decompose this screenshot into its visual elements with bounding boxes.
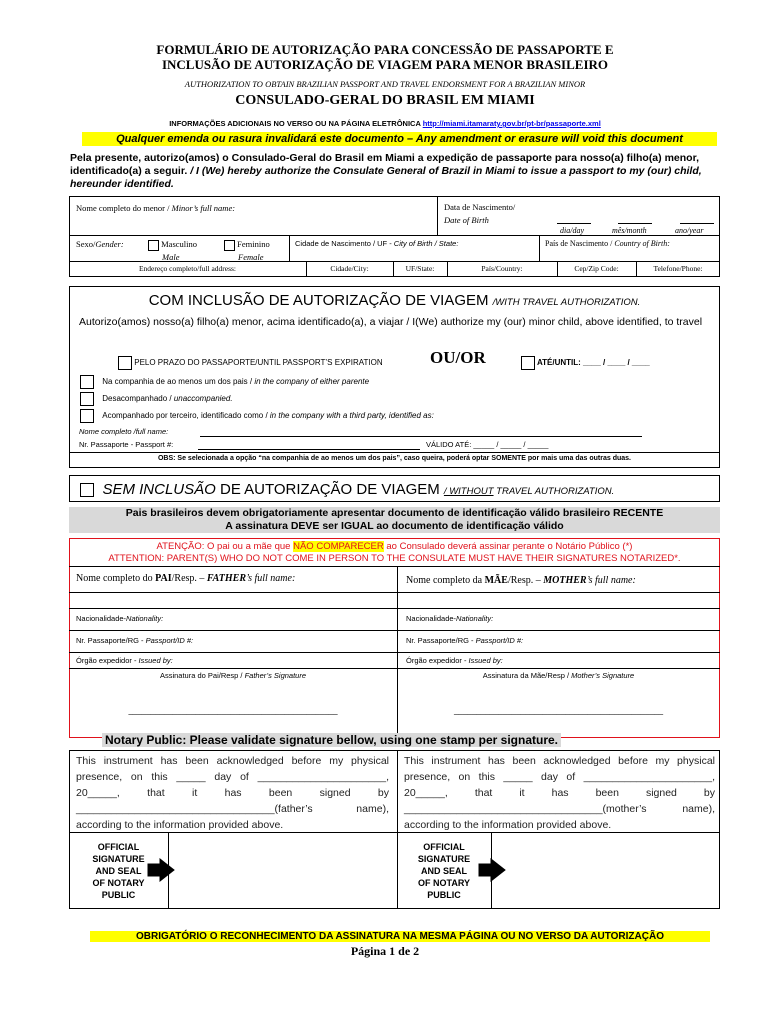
unaccompanied-label: Desacompanhado / [102,394,174,404]
father-name-d: FATHER [206,573,247,584]
passport-expiry-checkbox[interactable] [118,356,132,370]
form-title [0,42,770,72]
mandatory-notice: OBRIGATÓRIO O RECONHECIMENTO DA ASSINATURA NA MESMA PÁGINA OU NO VERSO DA AUTORIZAÇÃO [90,931,710,942]
intro-pt: Pela presente, autorizo(amos) o Consulado-Geral do Brasil em Miami a expedição de passaporte para nosso(a) filho(a) menor, identificado(a) a seguir. [70,152,699,177]
mother-nationality-label [406,614,493,623]
address-label: Endereço completo/full address: [138,264,237,273]
passport-expiry-label: PELO PRAZO DO PASSAPORTE/UNTIL PASSPORT’S EXPIRATION [134,358,383,368]
with-travel-title [69,292,720,310]
zip-label: Cep/Zip Code: [574,264,619,273]
info-line [0,119,770,128]
mother-signature-line[interactable]: _______________________________________________ [453,706,664,715]
without-travel-title-en-underline: / WITHOUT [443,486,494,497]
mother-name-label [406,575,636,586]
unaccompanied-checkbox[interactable] [80,392,94,406]
father-signature-en: Father’s Signature [244,671,307,680]
dob-label [444,201,515,227]
dob-day: dia/day [560,226,584,235]
mother-nationality-en: Nationality: [456,614,494,623]
attention-pt [69,541,720,553]
sex-label-pt: Sexo/ [76,239,96,249]
father-passport-en: Passport/ID #: [145,636,194,645]
father-signature-pt: Assinatura do Pai/Resp / [159,671,245,680]
third-party-name-label: Nome completo /full name: [79,427,169,436]
seal-label-3: AND SEAL [95,866,142,876]
authorize-text: Autorizo(amos) nosso(a) filho(a) menor, acima identificado(a), a viajar / I(We) authorize my (our) minor child, above identified, to travel [79,316,703,328]
father-name-a: Nome completo do [76,573,156,584]
country-label: País/Country: [481,264,523,273]
option-unaccompanied[interactable] [80,392,233,406]
mother-signature-label [397,671,720,680]
mother-passport-en: Passport/ID #: [475,636,524,645]
unaccompanied-label-en: unaccompanied. [173,394,233,404]
mother-issuer-en: Issued by: [468,656,503,665]
page-number: Página 1 de 2 [350,944,420,958]
with-travel-title-pt: COM INCLUSÃO DE AUTORIZAÇÃO DE VIAGEM [148,292,493,309]
third-party-valid-until[interactable]: VÁLIDO ATÉ: _____ / _____ / _____ [426,440,549,449]
sex-label-en: Gender: [95,239,124,249]
third-party-checkbox[interactable] [80,409,94,423]
option-passport-expiry[interactable] [118,356,383,370]
sex-option-female[interactable] [224,238,270,263]
female-checkbox[interactable] [224,240,235,251]
seal-label-1: OFFICIAL [97,842,140,852]
third-party-passport-label: Nr. Passaporte - Passport #: [79,440,174,449]
attention-pt-highlight: NÃO COMPARECER [293,541,384,552]
dob-label-en: Date of Birth [444,215,489,225]
third-party-label-en: in the company with a third party, identified as: [269,411,434,421]
intro-en: / I (We) hereby authorize the Consulate General of Brazil in Miami to issue a passport to my (our) child, hereunder identified. [70,165,702,190]
father-issuer-label [76,656,173,665]
arrow-right-icon [147,858,175,882]
birth-country-label [545,239,670,248]
father-name-b: PAI [155,573,172,584]
attention-pt-2: ao Consulado deverá assinar perante o Notário Público (*) [383,541,633,552]
mother-name-a: Nome completo da [406,575,485,586]
with-travel-title-en: /WITH TRAVEL AUTHORIZATION. [492,297,641,308]
parents-notice-line1: Pais brasileiros devem obrigatoriamente apresentar documento de identificação válido brasileiro RECENTE [125,507,664,519]
father-nationality-pt: Nacionalidade- [76,614,127,623]
state-label: UF/State: [405,264,435,273]
birthplace-label [295,239,458,248]
father-passport-label [76,636,193,645]
intro-paragraph [70,152,730,191]
dob-month: mês/month [612,226,647,235]
notary-seal-label-mother [397,841,491,901]
male-label-en: Male [162,251,180,262]
without-travel-title-rest: DE AUTORIZAÇÃO DE VIAGEM [215,481,444,498]
father-nationality-label [76,614,163,623]
until-date-label: ATÉ/UNTIL: ____ / ____ / ____ [536,358,650,368]
minor-name-label-en: Minor’s full name: [171,203,236,213]
father-name-label [76,573,295,584]
birthplace-label-pt: Cidade de Nascimento / UF - [295,239,394,248]
mother-name-e: ’s full name: [586,575,636,586]
info-text: INFORMAÇÕES ADICIONAIS NO VERSO OU NA PÁGINA ELETRÔNICA [169,119,421,128]
father-signature-line[interactable]: _______________________________________________ [128,706,338,715]
sex-option-male[interactable] [148,238,197,263]
father-name-c: /Resp. – [171,573,207,584]
third-party-passport-input[interactable] [198,449,420,450]
without-travel-title-italic: SEM INCLUSÃO [102,481,216,498]
seal-label-3: AND SEAL [420,866,467,876]
mother-passport-pt: Nr. Passaporte/RG - [406,636,476,645]
seal-label-4: OF NOTARY [418,878,470,888]
mother-passport-label [406,636,523,645]
consulate-name: CONSULADO-GERAL DO BRASIL EM MIAMI [235,93,535,108]
parents-notice-line2: A assinatura DEVE ser IGUAL ao documento de identificação válido [225,520,564,532]
or-label: OU/OR [430,348,486,367]
notary-mother-stamp-area[interactable] [505,835,717,907]
phone-label: Telefone/Phone: [653,264,703,273]
mother-signature-en: Mother’s Signature [571,671,635,680]
form-title-line1: FORMULÁRIO DE AUTORIZAÇÃO PARA CONCESSÃO DE PASSAPORTE E [156,42,614,57]
attention-notice [69,541,720,565]
city-label: Cidade/City: [330,264,369,273]
with-travel-obs: OBS: Se selecionada a opção “na companhia de ao menos um dos pais”, caso queira, poderá optar SOMENTE por mais uma das outras duas. [157,455,631,462]
seal-label-2: SIGNATURE [92,854,145,864]
mother-name-b: MÃE [484,575,508,586]
seal-label-2: SIGNATURE [417,854,471,864]
notary-title: Notary Public: Please validate signature bellow, using one stamp per signature. [102,733,561,747]
option-until-date[interactable] [521,356,650,370]
seal-label-5: PUBLIC [101,890,136,900]
seal-label-1: OFFICIAL [423,842,465,852]
form-title-line2: INCLUSÃO DE AUTORIZAÇÃO DE VIAGEM PARA MENOR BRASILEIRO [161,57,609,72]
father-name-e: ’s full name: [246,573,296,584]
amendment-warning: Qualquer emenda ou rasura invalidará este documento – Any amendment or erasure will void this document [82,132,717,146]
father-issuer-pt: Órgão expedidor - [76,656,139,665]
mother-name-c: /Resp. – [507,575,544,586]
parent-company-label: Na companhia de ao menos um dos pais / [102,377,255,387]
third-party-name-input[interactable] [200,436,642,437]
attention-pt-1: ATENÇÃO: O pai ou a mãe que [156,541,294,552]
attention-en: ATTENTION: PARENT(S) WHO DO NOT COME IN PERSON TO THE CONSULATE MUST HAVE THEIR SIGNATURES NOTARIZED*. [108,553,681,564]
mother-issuer-pt: Órgão expedidor - [406,656,469,665]
birthplace-label-en: City of Birth / State: [393,239,459,248]
father-signature-label [69,671,397,680]
dob-year: ano/year [675,226,704,235]
seal-label-5: PUBLIC [427,890,461,900]
info-link[interactable]: http://miami.itamaraty.gov.br/pt-br/passaporte.xml [422,119,601,128]
female-label-en: Female [238,251,264,262]
parent-company-checkbox[interactable] [80,375,94,389]
without-travel-checkbox[interactable] [80,483,94,497]
minor-name-label [76,203,235,213]
mother-signature-pt: Assinatura da Mãe/Resp / [482,671,572,680]
sex-label [76,239,124,249]
mother-nationality-pt: Nacionalidade- [406,614,457,623]
option-parent-company[interactable] [80,375,369,389]
third-party-label: Acompanhado por terceiro, identificado como / [102,411,270,421]
option-third-party[interactable] [80,409,434,423]
parents-notice [69,507,720,533]
dob-label-pt: Data de Nascimento/ [444,202,516,212]
parent-company-label-en: in the company of either parente [254,377,370,387]
seal-label-4: OF NOTARY [92,878,145,888]
mother-issuer-label [406,656,503,665]
minor-name-label-pt: Nome completo do menor / [76,203,172,213]
birth-country-label-en: Country of Birth: [614,239,670,248]
until-date-checkbox[interactable] [521,356,535,370]
mother-name-d: MOTHER [543,575,587,586]
birth-country-label-pt: País de Nascimento / [545,239,615,248]
father-issuer-en: Issued by: [138,656,173,665]
notary-mother-text: This instrument has been acknowledged before my physical presence, on this _____ day of ______________________, 20_____, that it has been signed by __________________________________(mother’s name), according to the information provided above. [404,755,715,831]
notary-father-text: This instrument has been acknowledged before my physical presence, on this _____ day of ______________________, 20_____, that it has been signed by __________________________________(father’s name), according to the information provided above. [76,755,389,831]
father-nationality-en: Nationality: [126,614,164,623]
without-travel-option[interactable] [80,481,614,499]
female-label-pt: Feminino [237,239,270,249]
father-passport-pt: Nr. Passaporte/RG - [76,636,146,645]
form-subtitle-en: AUTHORIZATION TO OBTAIN BRAZILIAN PASSPORT AND TRAVEL ENDORSMENT FOR A BRAZILIAN MINOR [184,79,586,89]
male-label-pt: Masculino [161,239,198,249]
arrow-right-icon [478,858,506,882]
male-checkbox[interactable] [148,240,159,251]
notary-father-stamp-area[interactable] [180,835,394,907]
without-travel-title-en: TRAVEL AUTHORIZATION. [493,486,615,497]
